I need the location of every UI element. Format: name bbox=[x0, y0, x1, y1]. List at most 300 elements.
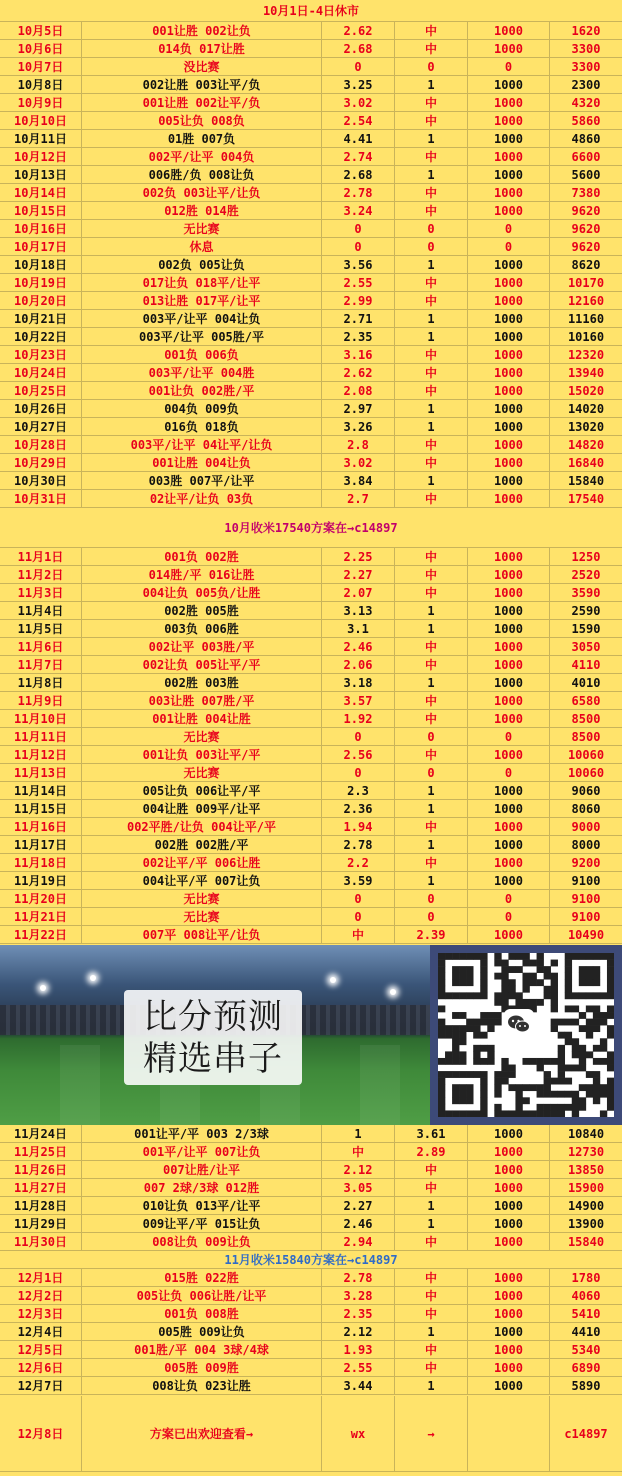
october-summary bbox=[0, 508, 622, 548]
qr-finder-module bbox=[459, 953, 466, 960]
table-row bbox=[0, 130, 622, 148]
balance-cell: 9000 bbox=[571, 819, 601, 834]
result-cell: 中 bbox=[395, 1287, 468, 1304]
picks-cell: 003胜 007平/让平 bbox=[82, 472, 322, 489]
odds-cell: 中 bbox=[322, 1143, 395, 1160]
balance-cell: 12160 bbox=[567, 293, 605, 308]
qr-module bbox=[501, 973, 508, 980]
result-cell: 0 bbox=[395, 908, 468, 925]
balance-cell: 13020 bbox=[567, 419, 605, 434]
result-cell: 中 bbox=[395, 274, 468, 291]
qr-module bbox=[537, 1084, 544, 1091]
qr-module bbox=[494, 1012, 501, 1019]
date-cell: 10月19日 bbox=[0, 274, 82, 291]
qr-finder-module bbox=[466, 966, 473, 973]
balance-cell: 2520 bbox=[571, 567, 601, 582]
result-cell: 1 bbox=[395, 800, 468, 817]
qr-finder-module bbox=[438, 992, 445, 999]
result-cell: 中 bbox=[395, 818, 468, 835]
result-cell: 1 bbox=[395, 76, 468, 93]
floodlight bbox=[90, 975, 96, 981]
picks-cell: 001让胜 002让平/负 bbox=[82, 94, 322, 111]
qr-module bbox=[586, 1019, 593, 1026]
qr-finder-module bbox=[600, 992, 607, 999]
qr-module bbox=[508, 1110, 515, 1117]
qr-finder-module bbox=[466, 1097, 473, 1104]
date-cell: 10月31日 bbox=[0, 490, 82, 507]
qr-module bbox=[572, 1091, 579, 1098]
qr-module bbox=[515, 1110, 522, 1117]
odds-cell: 2.27 bbox=[322, 566, 395, 583]
balance-cell: 1620 bbox=[571, 23, 601, 38]
qr-module bbox=[487, 1051, 494, 1058]
qr-module bbox=[452, 1025, 459, 1032]
stake-cell: 1000 bbox=[468, 1305, 550, 1322]
stake-cell: 1000 bbox=[468, 584, 550, 601]
table-row bbox=[0, 620, 622, 638]
qr-finder-module bbox=[579, 973, 586, 980]
qr-module bbox=[501, 1078, 508, 1085]
table-row bbox=[0, 76, 622, 94]
picks-cell: 无比赛 bbox=[82, 728, 322, 745]
date-cell: 11月11日 bbox=[0, 728, 82, 745]
table-row bbox=[0, 22, 622, 40]
qr-module bbox=[522, 1110, 529, 1117]
table-row bbox=[0, 1287, 622, 1305]
odds-cell: 2.3 bbox=[322, 782, 395, 799]
qr-finder-module bbox=[445, 1071, 452, 1078]
qr-finder-module bbox=[452, 1110, 459, 1117]
date-cell: 12月3日 bbox=[0, 1305, 82, 1322]
qr-module bbox=[537, 1091, 544, 1098]
qr-module bbox=[593, 1045, 600, 1052]
result-cell: 中 bbox=[395, 1233, 468, 1250]
odds-cell: 3.56 bbox=[322, 256, 395, 273]
qr-module bbox=[586, 1032, 593, 1039]
balance-cell: 8500 bbox=[571, 729, 601, 744]
date-cell: 11月20日 bbox=[0, 890, 82, 907]
stake-cell: 1000 bbox=[468, 872, 550, 889]
qr-module bbox=[508, 953, 515, 960]
stake-cell: 1000 bbox=[468, 202, 550, 219]
balance-cell: 9100 bbox=[571, 909, 601, 924]
qr-finder-module bbox=[565, 986, 572, 993]
date-cell: 11月10日 bbox=[0, 710, 82, 727]
qr-module bbox=[565, 1038, 572, 1045]
qr-module bbox=[452, 1012, 459, 1019]
stake-cell: 0 bbox=[468, 238, 550, 255]
qr-finder-module bbox=[466, 973, 473, 980]
table-row bbox=[0, 548, 622, 566]
qr-finder-module bbox=[480, 973, 487, 980]
qr-finder-module bbox=[480, 966, 487, 973]
stake-cell: 1000 bbox=[468, 1269, 550, 1286]
result-cell: 中 bbox=[395, 436, 468, 453]
qr-finder-module bbox=[586, 953, 593, 960]
result-cell: 1 bbox=[395, 1197, 468, 1214]
table-row bbox=[0, 692, 622, 710]
result-cell: 中 bbox=[395, 112, 468, 129]
qr-module bbox=[593, 1005, 600, 1012]
odds-cell: 2.35 bbox=[322, 1305, 395, 1322]
qr-finder-module bbox=[480, 979, 487, 986]
date-cell: 11月8日 bbox=[0, 674, 82, 691]
result-cell: 中 bbox=[395, 1359, 468, 1376]
qr-module bbox=[473, 1051, 480, 1058]
footer-code: c14897 bbox=[564, 1426, 608, 1441]
result-cell: 0 bbox=[395, 890, 468, 907]
qr-module bbox=[600, 1058, 607, 1065]
picks-cell: 01胜 007负 bbox=[82, 130, 322, 147]
qr-module bbox=[537, 1110, 544, 1117]
odds-cell: 3.84 bbox=[322, 472, 395, 489]
qr-finder-module bbox=[452, 1091, 459, 1098]
odds-cell: 2.55 bbox=[322, 274, 395, 291]
date-cell: 10月17日 bbox=[0, 238, 82, 255]
result-cell: 中 bbox=[395, 656, 468, 673]
qr-module bbox=[452, 1045, 459, 1052]
qr-finder-module bbox=[438, 1104, 445, 1111]
picks-cell: 003负 006胜 bbox=[82, 620, 322, 637]
balance-cell: 8620 bbox=[571, 257, 601, 272]
qr-module bbox=[445, 1051, 452, 1058]
qr-finder-module bbox=[579, 966, 586, 973]
balance-cell: 2300 bbox=[571, 77, 601, 92]
qr-module bbox=[593, 1084, 600, 1091]
footer-arrow: → bbox=[395, 1396, 468, 1471]
stake-cell: 1000 bbox=[468, 40, 550, 57]
qr-module bbox=[551, 1104, 558, 1111]
date-cell: 11月3日 bbox=[0, 584, 82, 601]
odds-cell: 3.05 bbox=[322, 1179, 395, 1196]
stake-cell: 1000 bbox=[468, 274, 550, 291]
qr-module bbox=[494, 1110, 501, 1117]
picks-cell: 休息 bbox=[82, 238, 322, 255]
qr-module bbox=[600, 1038, 607, 1045]
qr-finder-module bbox=[466, 1091, 473, 1098]
stake-cell: 1000 bbox=[468, 566, 550, 583]
footer-date: 12月8日 bbox=[0, 1396, 82, 1471]
picks-cell: 013让胜 017平/让平 bbox=[82, 292, 322, 309]
qr-module bbox=[572, 1045, 579, 1052]
odds-cell: 2.78 bbox=[322, 836, 395, 853]
stake-cell: 1000 bbox=[468, 548, 550, 565]
wechat-bubbles-icon bbox=[507, 1013, 531, 1035]
footer-empty bbox=[468, 1396, 550, 1471]
picks-cell: 002让负 005让平/平 bbox=[82, 656, 322, 673]
odds-cell: 2.36 bbox=[322, 800, 395, 817]
result-cell: 中 bbox=[395, 566, 468, 583]
qr-finder-module bbox=[579, 953, 586, 960]
qr-module bbox=[522, 999, 529, 1006]
qr-module bbox=[551, 973, 558, 980]
table-row bbox=[0, 746, 622, 764]
qr-finder-module bbox=[459, 973, 466, 980]
qr-finder-module bbox=[438, 960, 445, 967]
odds-cell: 2.68 bbox=[322, 40, 395, 57]
date-cell: 11月7日 bbox=[0, 656, 82, 673]
date-cell: 11月9日 bbox=[0, 692, 82, 709]
table-row bbox=[0, 58, 622, 76]
qr-module bbox=[530, 973, 537, 980]
qr-finder-module bbox=[565, 966, 572, 973]
qr-module bbox=[607, 1104, 614, 1111]
balance-cell: 4110 bbox=[571, 657, 601, 672]
table-row bbox=[0, 674, 622, 692]
qr-finder-module bbox=[607, 966, 614, 973]
stake-cell: 1000 bbox=[468, 382, 550, 399]
november-summary-text: 11月收米15840方案在→c14897 bbox=[224, 1253, 398, 1267]
stake-cell: 0 bbox=[468, 764, 550, 781]
qr-module bbox=[607, 1005, 614, 1012]
result-cell: 3.61 bbox=[395, 1125, 468, 1142]
table-row bbox=[0, 472, 622, 490]
table-row bbox=[0, 890, 622, 908]
stake-cell: 1000 bbox=[468, 292, 550, 309]
date-cell: 10月26日 bbox=[0, 400, 82, 417]
qr-module bbox=[593, 1078, 600, 1085]
table-row bbox=[0, 1161, 622, 1179]
qr-finder-module bbox=[480, 953, 487, 960]
qr-finder-module bbox=[459, 1084, 466, 1091]
result-cell: 中 bbox=[395, 202, 468, 219]
odds-cell: 2.2 bbox=[322, 854, 395, 871]
qr-module bbox=[593, 1097, 600, 1104]
balance-cell: 13940 bbox=[567, 365, 605, 380]
date-cell: 11月24日 bbox=[0, 1125, 82, 1142]
qr-module bbox=[579, 1097, 586, 1104]
stake-cell: 1000 bbox=[468, 76, 550, 93]
odds-cell: 2.27 bbox=[322, 1197, 395, 1214]
odds-cell: 3.16 bbox=[322, 346, 395, 363]
odds-cell: 2.55 bbox=[322, 1359, 395, 1376]
odds-cell: 4.41 bbox=[322, 130, 395, 147]
date-cell: 10月20日 bbox=[0, 292, 82, 309]
picks-cell: 002胜 002胜/平 bbox=[82, 836, 322, 853]
qr-module bbox=[551, 992, 558, 999]
date-cell: 11月29日 bbox=[0, 1215, 82, 1232]
qr-module bbox=[494, 1019, 501, 1026]
balance-cell: 8000 bbox=[571, 837, 601, 852]
picks-cell: 003让胜 007胜/平 bbox=[82, 692, 322, 709]
qr-finder-module bbox=[480, 1104, 487, 1111]
qr-module bbox=[530, 979, 537, 986]
table-row bbox=[0, 220, 622, 238]
date-cell: 12月5日 bbox=[0, 1341, 82, 1358]
table-row bbox=[0, 94, 622, 112]
qr-module bbox=[586, 1051, 593, 1058]
date-cell: 11月5日 bbox=[0, 620, 82, 637]
date-cell: 10月21日 bbox=[0, 310, 82, 327]
qr-finder-module bbox=[565, 953, 572, 960]
result-cell: 中 bbox=[395, 1161, 468, 1178]
qr-finder-module bbox=[459, 992, 466, 999]
result-cell: 1 bbox=[395, 620, 468, 637]
balance-cell: 10170 bbox=[567, 275, 605, 290]
balance-cell: 15900 bbox=[567, 1180, 605, 1195]
picks-cell: 003平/让平 005胜/平 bbox=[82, 328, 322, 345]
balance-cell: 10060 bbox=[567, 747, 605, 762]
qr-module bbox=[544, 973, 551, 980]
date-cell: 12月6日 bbox=[0, 1359, 82, 1376]
date-cell: 10月22日 bbox=[0, 328, 82, 345]
qr-module bbox=[508, 1071, 515, 1078]
stake-cell: 1000 bbox=[468, 310, 550, 327]
odds-cell: 2.07 bbox=[322, 584, 395, 601]
qr-module bbox=[522, 979, 529, 986]
qr-module bbox=[544, 966, 551, 973]
date-cell: 11月15日 bbox=[0, 800, 82, 817]
stake-cell: 1000 bbox=[468, 638, 550, 655]
date-cell: 10月11日 bbox=[0, 130, 82, 147]
qr-finder-module bbox=[466, 953, 473, 960]
balance-cell: 17540 bbox=[567, 491, 605, 506]
result-cell: 1 bbox=[395, 1323, 468, 1340]
stake-cell: 1000 bbox=[468, 1161, 550, 1178]
qr-module bbox=[459, 1012, 466, 1019]
date-cell: 11月1日 bbox=[0, 548, 82, 565]
picks-cell: 002平/让平 004负 bbox=[82, 148, 322, 165]
result-cell: 1 bbox=[395, 602, 468, 619]
qr-module bbox=[551, 1019, 558, 1026]
qr-module bbox=[607, 1058, 614, 1065]
qr-module bbox=[515, 992, 522, 999]
balance-cell: 9100 bbox=[571, 873, 601, 888]
odds-cell: 2.99 bbox=[322, 292, 395, 309]
result-cell: 中 bbox=[395, 692, 468, 709]
balance-cell: 2590 bbox=[571, 603, 601, 618]
table-row bbox=[0, 40, 622, 58]
qr-code-panel[interactable] bbox=[430, 945, 622, 1125]
odds-cell: 0 bbox=[322, 764, 395, 781]
odds-cell: 2.78 bbox=[322, 184, 395, 201]
qr-module bbox=[551, 1078, 558, 1085]
result-cell: 0 bbox=[395, 220, 468, 237]
table-row bbox=[0, 328, 622, 346]
picks-cell: 005胜 009胜 bbox=[82, 1359, 322, 1376]
stake-cell: 0 bbox=[468, 890, 550, 907]
balance-cell: 3300 bbox=[571, 59, 601, 74]
qr-module bbox=[551, 979, 558, 986]
picks-cell: 005让负 006让胜/让平 bbox=[82, 1287, 322, 1304]
picks-cell: 003平/让平 004胜 bbox=[82, 364, 322, 381]
table-row bbox=[0, 382, 622, 400]
odds-cell: 2.74 bbox=[322, 148, 395, 165]
balance-cell: 1780 bbox=[571, 1270, 601, 1285]
qr-finder-module bbox=[452, 979, 459, 986]
qr-module bbox=[558, 1071, 565, 1078]
stake-cell: 1000 bbox=[468, 418, 550, 435]
picks-cell: 001让负 003让平/平 bbox=[82, 746, 322, 763]
odds-cell: 3.59 bbox=[322, 872, 395, 889]
qr-finder-module bbox=[480, 992, 487, 999]
stake-cell: 1000 bbox=[468, 656, 550, 673]
qr-module bbox=[452, 1058, 459, 1065]
date-cell: 10月9日 bbox=[0, 94, 82, 111]
qr-finder-module bbox=[459, 1091, 466, 1098]
table-row bbox=[0, 602, 622, 620]
odds-cell: 2.06 bbox=[322, 656, 395, 673]
result-cell: 中 bbox=[395, 854, 468, 871]
result-cell: 1 bbox=[395, 310, 468, 327]
stake-cell: 1000 bbox=[468, 710, 550, 727]
stake-cell: 0 bbox=[468, 220, 550, 237]
result-cell: 1 bbox=[395, 328, 468, 345]
qr-finder-module bbox=[607, 973, 614, 980]
picks-cell: 001负 008胜 bbox=[82, 1305, 322, 1322]
qr-finder-module bbox=[593, 953, 600, 960]
qr-module bbox=[579, 1051, 586, 1058]
result-cell: 中 bbox=[395, 548, 468, 565]
result-cell: 1 bbox=[395, 872, 468, 889]
table-row bbox=[0, 782, 622, 800]
date-cell: 11月26日 bbox=[0, 1161, 82, 1178]
result-cell: 中 bbox=[395, 1341, 468, 1358]
floodlight bbox=[390, 989, 396, 995]
qr-module bbox=[572, 1097, 579, 1104]
result-cell: 0 bbox=[395, 764, 468, 781]
balance-cell: 3050 bbox=[571, 639, 601, 654]
qr-finder-module bbox=[445, 1110, 452, 1117]
qr-module bbox=[558, 1058, 565, 1065]
qr-finder-module bbox=[579, 992, 586, 999]
qr-module bbox=[537, 966, 544, 973]
table-row bbox=[0, 1179, 622, 1197]
result-cell: 中 bbox=[395, 1305, 468, 1322]
promo-banner[interactable] bbox=[0, 945, 622, 1125]
picks-cell: 017让负 018平/让平 bbox=[82, 274, 322, 291]
stake-cell: 1000 bbox=[468, 1287, 550, 1304]
date-cell: 11月14日 bbox=[0, 782, 82, 799]
odds-cell: 3.44 bbox=[322, 1377, 395, 1394]
table-row bbox=[0, 202, 622, 220]
balance-cell: 11160 bbox=[567, 311, 605, 326]
picks-cell: 012胜 014胜 bbox=[82, 202, 322, 219]
qr-module bbox=[579, 1025, 586, 1032]
result-cell: 1 bbox=[395, 674, 468, 691]
qr-module bbox=[530, 999, 537, 1006]
result-cell: 1 bbox=[395, 166, 468, 183]
result-cell: 中 bbox=[395, 746, 468, 763]
qr-module bbox=[586, 1084, 593, 1091]
date-cell: 10月15日 bbox=[0, 202, 82, 219]
odds-cell: 1.94 bbox=[322, 818, 395, 835]
qr-finder-module bbox=[452, 1084, 459, 1091]
qr-module bbox=[607, 1078, 614, 1085]
footer-message: 方案已出欢迎查看→ bbox=[82, 1396, 322, 1471]
date-cell: 11月17日 bbox=[0, 836, 82, 853]
qr-finder-module bbox=[480, 960, 487, 967]
stake-cell: 1000 bbox=[468, 1359, 550, 1376]
balance-cell: 4320 bbox=[571, 95, 601, 110]
table-row bbox=[0, 656, 622, 674]
stake-cell: 1000 bbox=[468, 782, 550, 799]
qr-finder-module bbox=[438, 973, 445, 980]
balance-cell: 8060 bbox=[571, 801, 601, 816]
picks-cell: 004让胜 009平/让平 bbox=[82, 800, 322, 817]
odds-cell: 3.28 bbox=[322, 1287, 395, 1304]
odds-cell: 2.8 bbox=[322, 436, 395, 453]
stake-cell: 1000 bbox=[468, 1215, 550, 1232]
picks-cell: 014负 017让胜 bbox=[82, 40, 322, 57]
result-cell: 0 bbox=[395, 58, 468, 75]
qr-finder-module bbox=[438, 986, 445, 993]
qr-finder-module bbox=[586, 973, 593, 980]
table-row bbox=[0, 872, 622, 890]
table-row bbox=[0, 292, 622, 310]
picks-cell: 无比赛 bbox=[82, 890, 322, 907]
date-cell: 10月30日 bbox=[0, 472, 82, 489]
